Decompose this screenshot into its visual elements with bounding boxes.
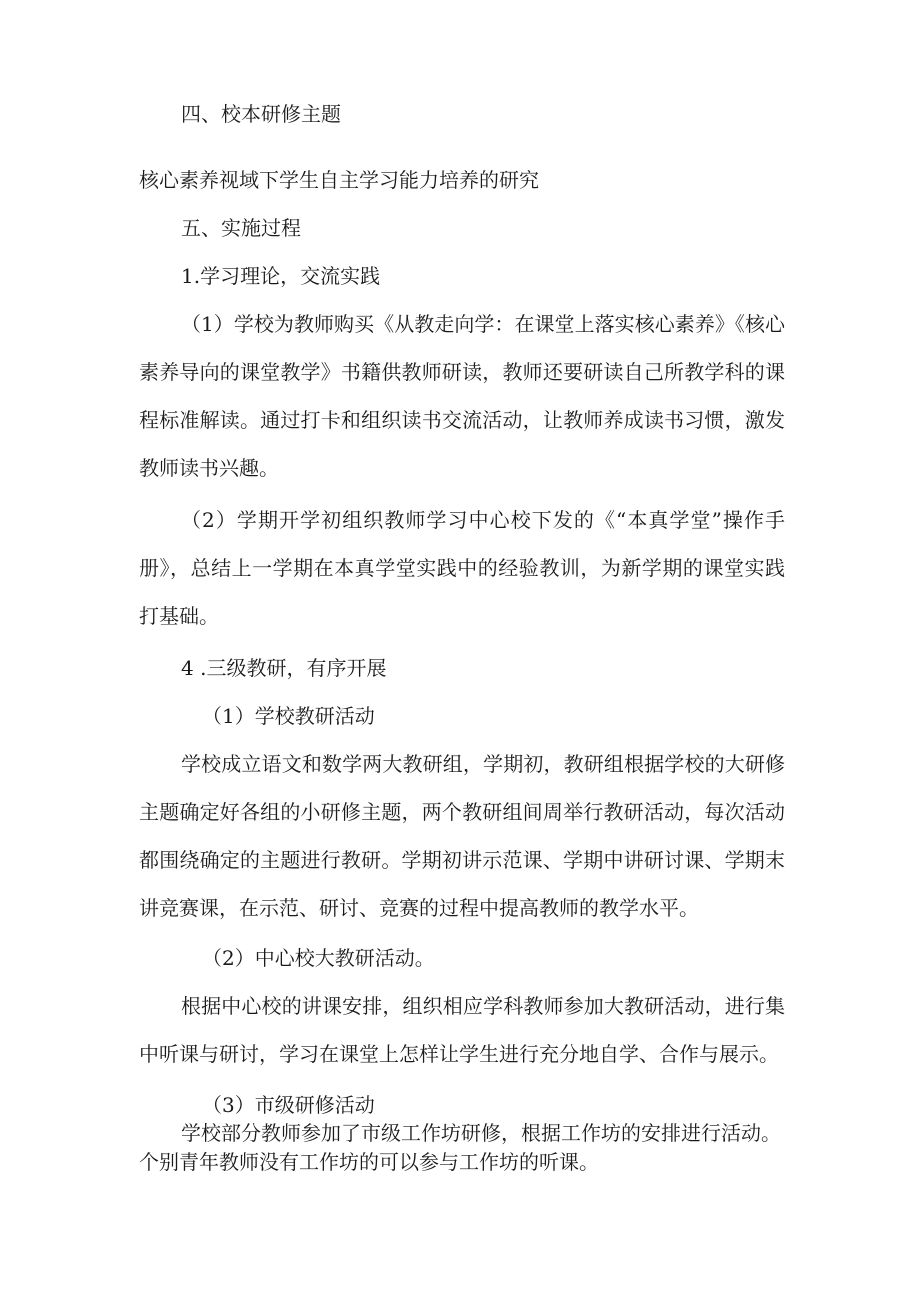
heading-research-topic: 四、校本研修主题 xyxy=(181,102,341,126)
center-school-research-heading: （2）中心校大教研活动。 xyxy=(202,946,435,970)
section-1-paragraph-1: （1）学校为教师购买《从教走向学：在课堂上落实核心素养》《核心素养导向的课堂教学》书籍供教师研读，教师还要研读自己所教学科的课程标准解读。通过打卡和组织读书交流活动，让教师养成读书习惯，激发教师读书兴趣。 xyxy=(139,312,785,480)
city-research-heading: （3）市级研修活动 xyxy=(202,1093,375,1117)
heading-implementation-process: 五、实施过程 xyxy=(181,216,301,240)
section-4-title: 4 .三级教研，有序开展 xyxy=(181,656,387,680)
school-research-paragraph: 学校成立语文和数学两大教研组，学期初，教研组根据学校的大研修主题确定好各组的小研修主题，两个教研组间周举行教研活动，每次活动都围绕确定的主题进行教研。学期初讲示范课、学期中讲研讨课、学期末讲竞赛课，在示范、研讨、竞赛的过程中提高教师的教学水平。 xyxy=(139,752,785,920)
center-school-research-paragraph: 根据中心校的讲课安排，组织相应学科教师参加大教研活动，进行集中听课与研讨，学习在课堂上怎样让学生进行充分地自学、合作与展示。 xyxy=(139,994,785,1066)
research-topic-text: 核心素养视域下学生自主学习能力培养的研究 xyxy=(139,168,539,192)
section-1-paragraph-2: （2）学期开学初组织教师学习中心校下发的《“本真学堂”操作手册》，总结上一学期在本真学堂实践中的经验教训，为新学期的课堂实践打基础。 xyxy=(139,508,785,628)
city-research-paragraph: 学校部分教师参加了市级工作坊研修，根据工作坊的安排进行活动。个别青年教师没有工作坊的可以参与工作坊的听课。 xyxy=(139,1121,781,1174)
section-1-title: 1.学习理论，交流实践 xyxy=(181,264,381,288)
school-research-heading: （1）学校教研活动 xyxy=(202,704,375,728)
